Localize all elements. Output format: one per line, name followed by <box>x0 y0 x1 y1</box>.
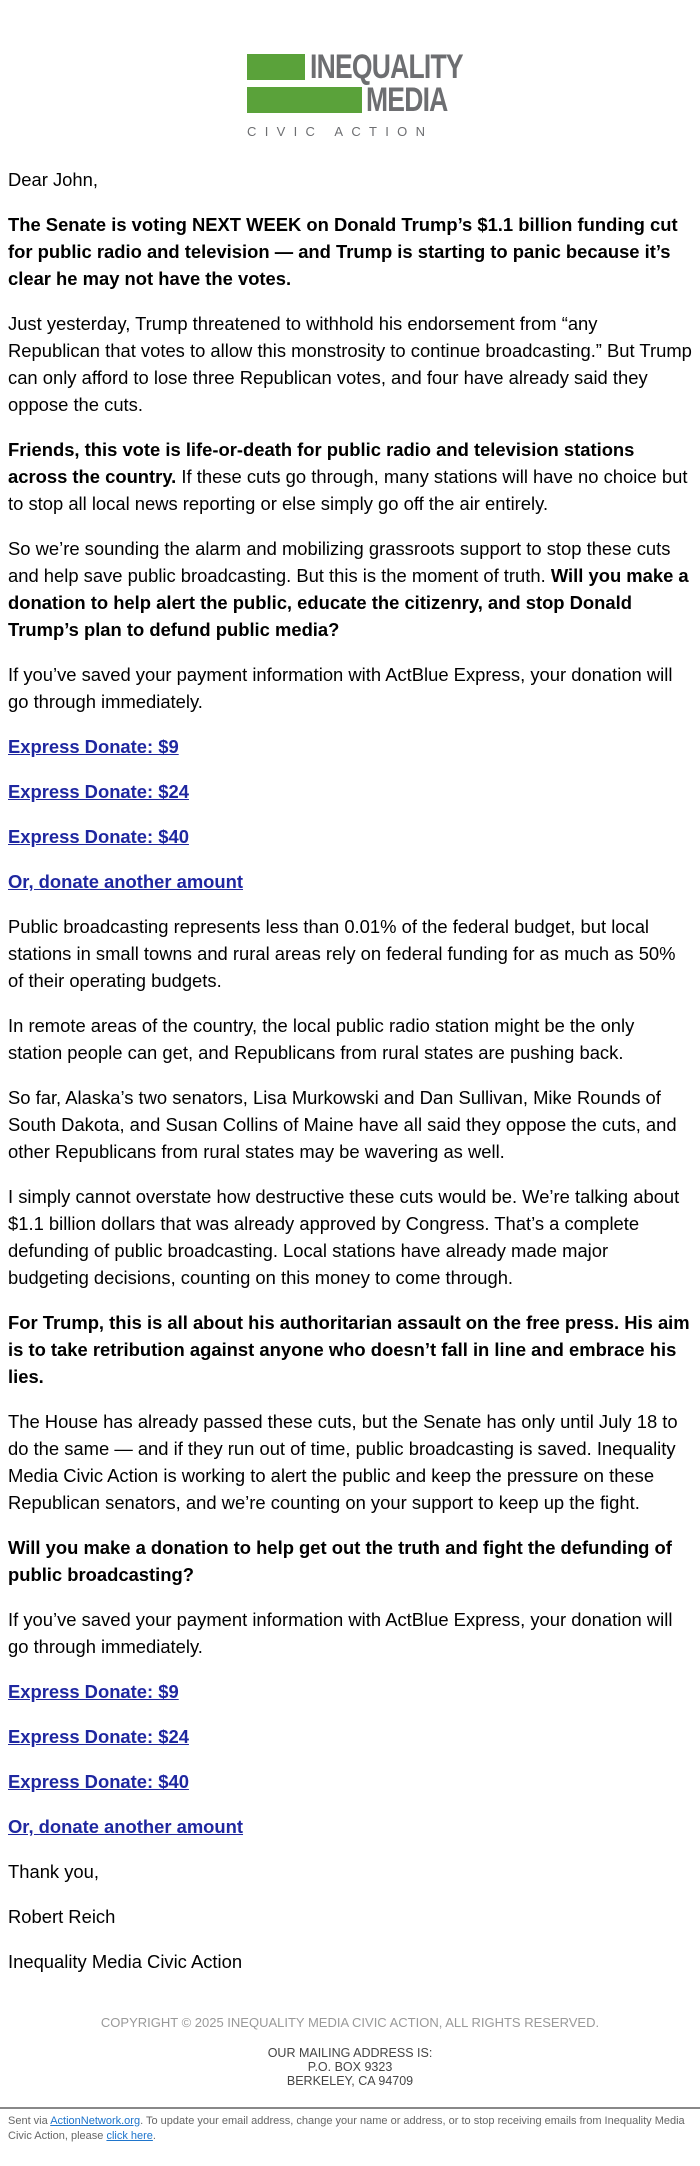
paragraph-house: The House has already passed these cuts, but the Senate has only until July 18 to do the same — and if they run out of time, public broadcasting is saved. Inequality Media Civic Action is working to alert the public and keep the pressure on these Republican senators, and we’re counting on your support to keep up the fight. <box>8 1411 678 1513</box>
paragraph-threat: Just yesterday, Trump threatened to withhold his endorsement from “any Republican that votes to allow this monstrosity to continue broadcasting.” But Trump can only afford to lose three Republican votes, and four have already said they oppose the cuts. <box>8 313 692 415</box>
ask-plain: So we’re sounding the alarm and mobilizing grassroots support to stop these cuts and help save public broadcasting. But this is the moment of truth. <box>8 538 671 586</box>
logo-word-media: MEDIA <box>366 81 448 119</box>
sent-middle: . To update your email address, change your name or address, or to stop receiving emails from Inequality Media Civic Action, please <box>8 2115 685 2142</box>
mailing-address <box>0 2046 700 2088</box>
logo-tagline: CIVIC ACTION <box>247 124 434 139</box>
express-donate-40-link-2[interactable]: Express Donate: $40 <box>8 1771 189 1792</box>
paragraph-ask <box>8 535 692 643</box>
signature-name: Robert Reich <box>8 1906 116 1927</box>
thanks: Thank you, <box>8 1861 99 1882</box>
address-line-1: P.O. BOX 9323 <box>307 2060 393 2074</box>
donate-other-amount-link-2[interactable]: Or, donate another amount <box>8 1816 244 1837</box>
express-donate-24-link-2[interactable]: Express Donate: $24 <box>8 1726 189 1747</box>
stakes-bold: Friends, this vote is life-or-death for public radio and television stations across the country. <box>8 439 635 487</box>
logo-word-inequality: INEQUALITY <box>310 48 463 86</box>
brand-logo <box>0 50 700 140</box>
sent-prefix: Sent via <box>8 2115 51 2127</box>
address-label: OUR MAILING ADDRESS IS: <box>267 2046 433 2060</box>
address-line-2: BERKELEY, CA 94709 <box>286 2074 414 2088</box>
express-donate-9-link-2[interactable]: Express Donate: $9 <box>8 1681 179 1702</box>
paragraph-destructive: I simply cannot overstate how destructive these cuts would be. We’re talking about $1.1 billion dollars that was already approved by Congress. That’s a complete defunding of public broadcasting. Local stations have already made major budgeting decisions, counting on this money to come through. <box>8 1186 680 1288</box>
sent-end: . <box>152 2130 156 2142</box>
intro-bold: The Senate is voting NEXT WEEK on Donald Trump’s $1.1 billion funding cut for public radio and television — and Trump is starting to panic because it’s clear he may not have the votes. <box>8 214 678 289</box>
logo-green-bar-bottom <box>247 87 362 113</box>
copyright: COPYRIGHT © 2025 INEQUALITY MEDIA CIVIC ACTION, ALL RIGHTS RESERVED. <box>100 2015 600 2030</box>
express-donate-24-link[interactable]: Express Donate: $24 <box>8 781 189 802</box>
express-donate-40-link[interactable]: Express Donate: $40 <box>8 826 189 847</box>
actblue-note-2: If you’ve saved your payment information with ActBlue Express, your donation will go through immediately. <box>8 1609 673 1657</box>
paragraph-remote: In remote areas of the country, the local public radio station might be the only station people can get, and Republicans from rural states are pushing back. <box>8 1015 635 1063</box>
paragraph-intro <box>8 211 692 292</box>
logo-green-bar-top <box>247 54 305 80</box>
paragraph-budget: Public broadcasting represents less than 0.01% of the federal budget, but local stations in small towns and rural areas rely on federal funding for as much as 50% of their operating budgets. <box>8 916 676 991</box>
greeting: Dear John, <box>8 169 98 190</box>
authoritarian-bold: For Trump, this is all about his authoritarian assault on the free press. His aim is to take retribution against anyone who doesn’t fall in line and embrace his lies. <box>8 1312 690 1387</box>
donate-other-amount-link[interactable]: Or, donate another amount <box>8 871 244 892</box>
unsubscribe-link[interactable]: click here <box>106 2130 153 2142</box>
actionnetwork-link[interactable]: ActionNetwork.org <box>50 2115 141 2127</box>
signature-org: Inequality Media Civic Action <box>8 1951 243 1972</box>
unsubscribe-note <box>8 2114 688 2144</box>
ask-2-bold: Will you make a donation to help get out the truth and fight the defunding of public broadcasting? <box>8 1537 672 1585</box>
actblue-note: If you’ve saved your payment information with ActBlue Express, your donation will go through immediately. <box>8 664 673 712</box>
stakes-rest: If these cuts go through, many stations will have no choice but to stop all local news reporting or else simply go off the air entirely. <box>8 466 688 514</box>
paragraph-senators: So far, Alaska’s two senators, Lisa Murkowski and Dan Sullivan, Mike Rounds of South Dakota, and Susan Collins of Maine have all said they oppose the cuts, and other Republicans from rural states may be wavering as well. <box>8 1087 677 1162</box>
footer <box>0 2015 700 2088</box>
email-body <box>8 166 692 1993</box>
express-donate-9-link[interactable]: Express Donate: $9 <box>8 736 179 757</box>
footer-divider <box>0 2107 700 2109</box>
paragraph-stakes <box>8 436 692 517</box>
paragraph-authoritarian <box>8 1309 692 1390</box>
paragraph-ask-2 <box>8 1534 692 1588</box>
ask-bold: Will you make a donation to help alert the public, educate the citizenry, and stop Donald Trump’s plan to defund public media? <box>8 565 689 640</box>
